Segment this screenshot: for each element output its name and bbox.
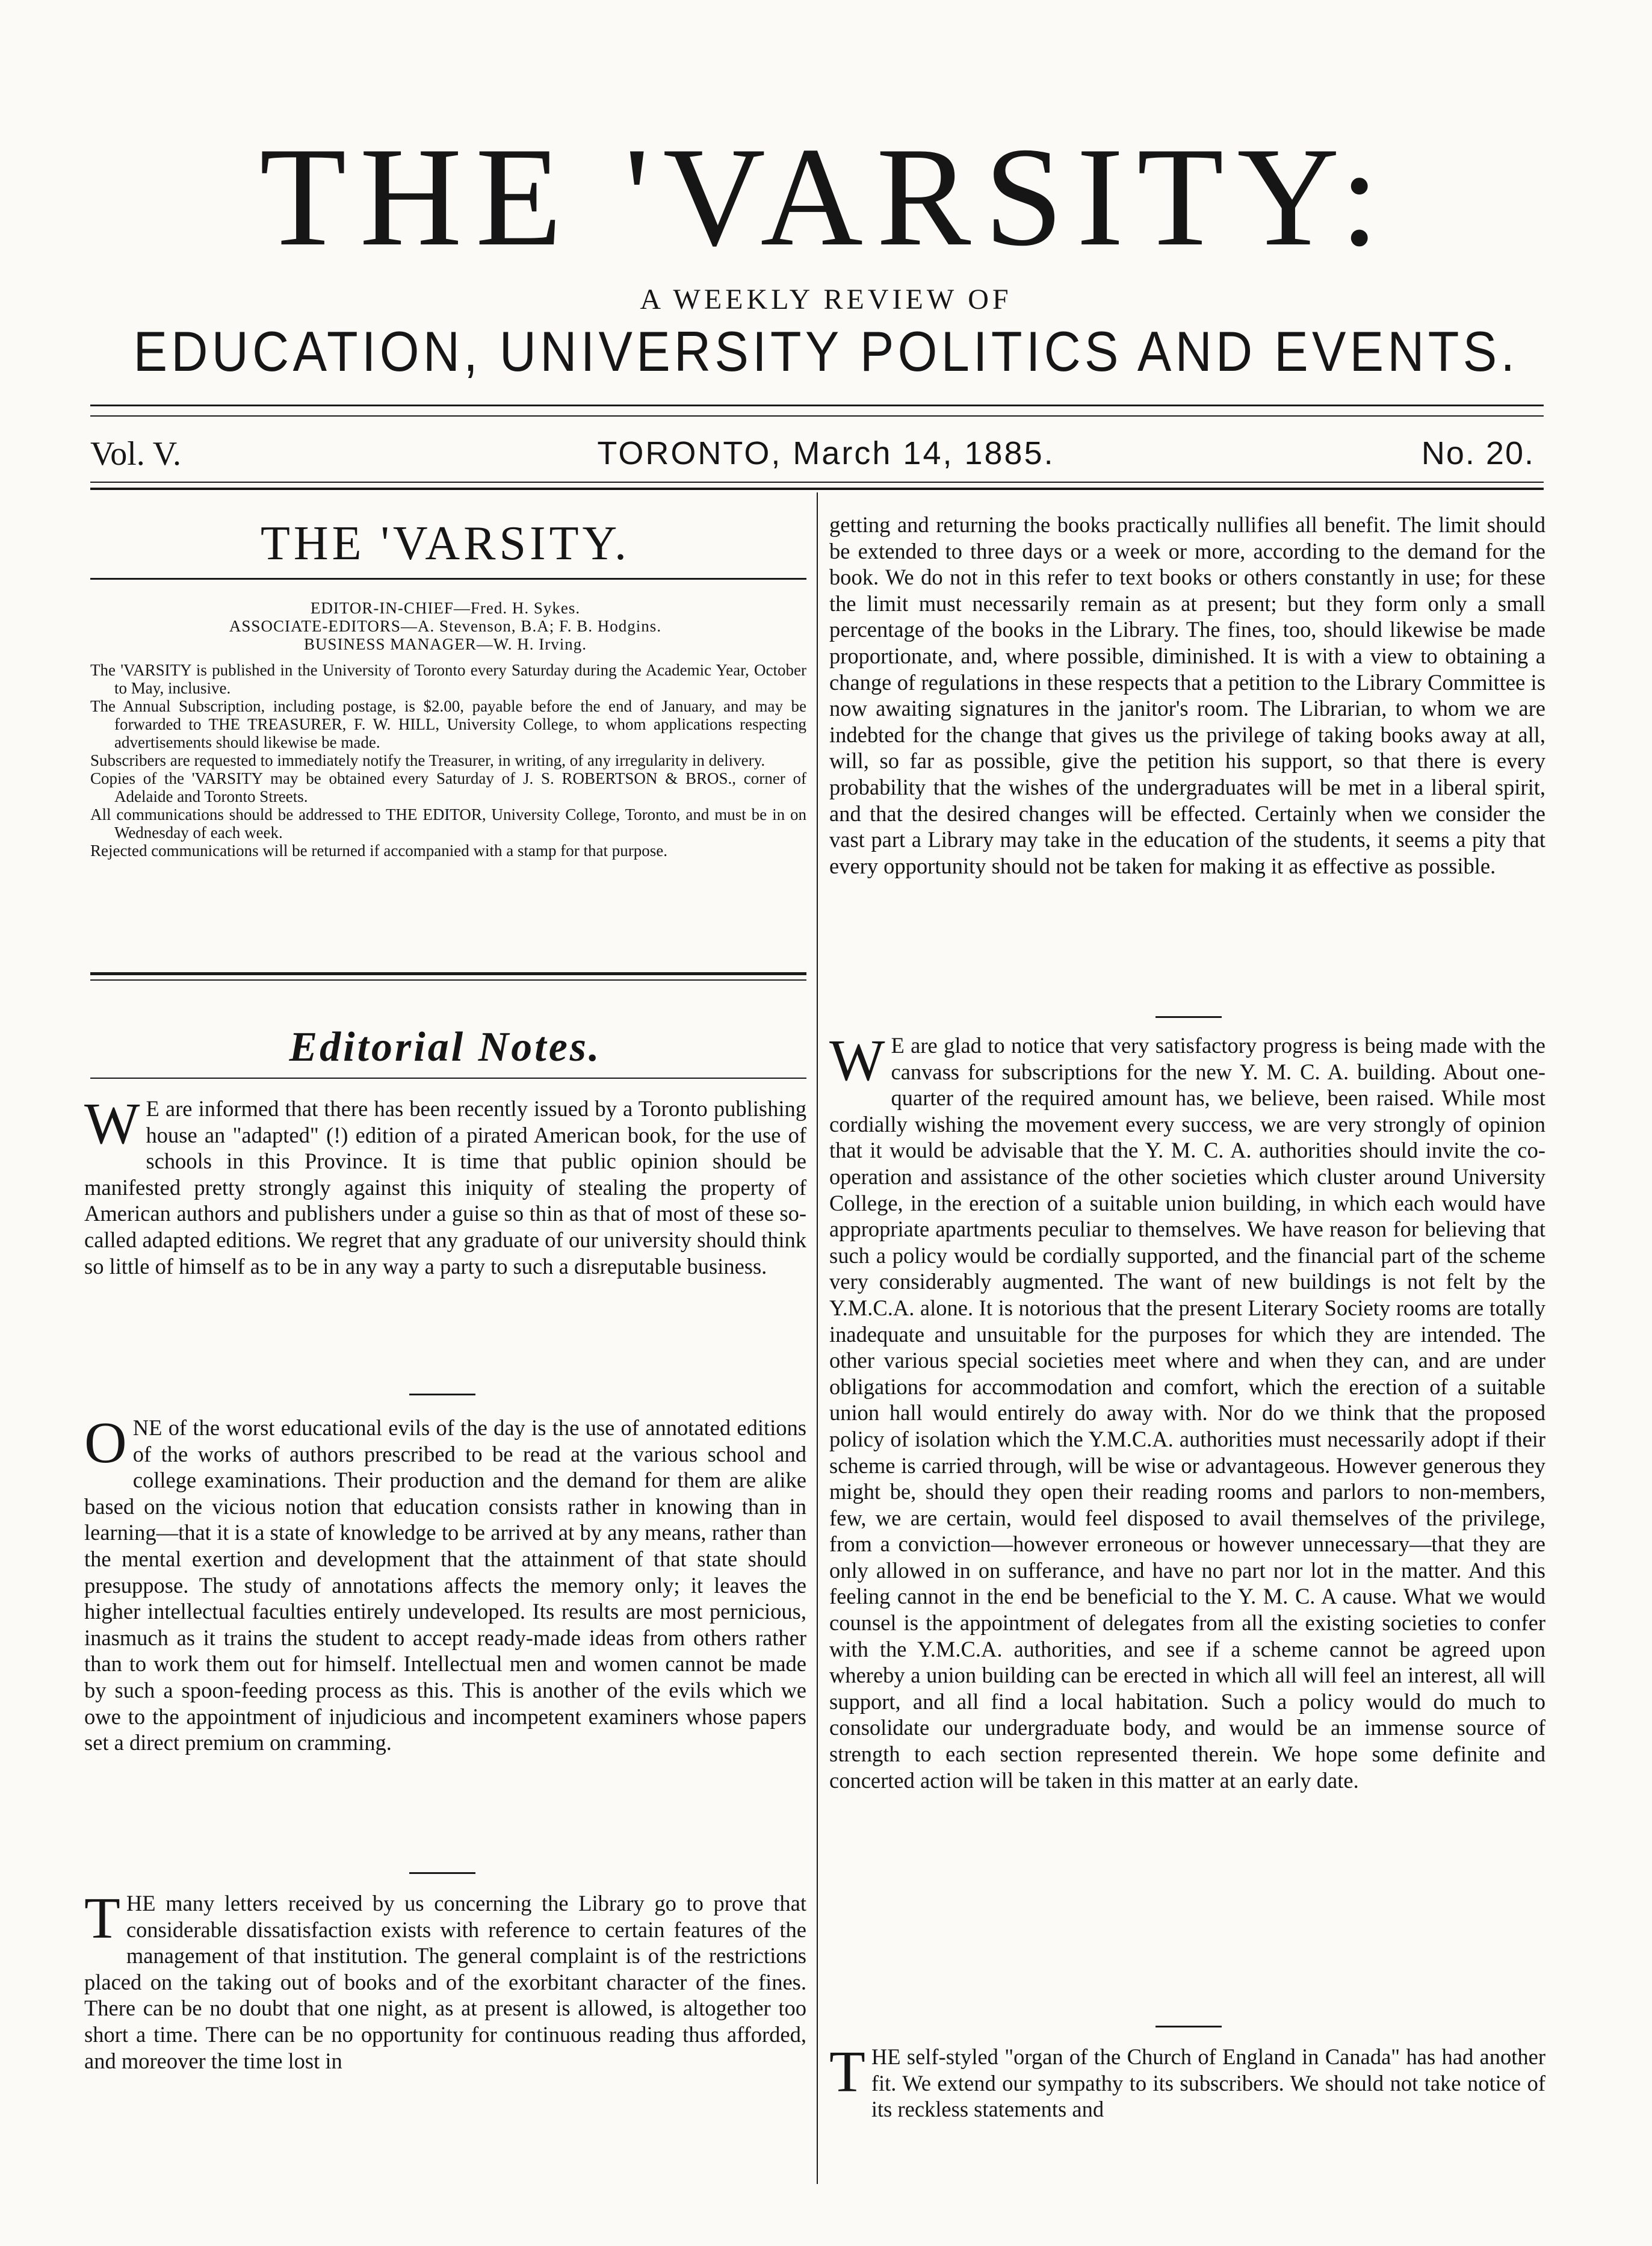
dateline-rule-thin [90, 482, 1544, 483]
section-heading: Editorial Notes. [289, 1024, 602, 1070]
masthead-subtitle-line2: EDUCATION, UNIVERSITY POLITICS AND EVENTS. [133, 320, 1519, 383]
article-library-letters [84, 1886, 806, 2074]
info-box-notices [90, 661, 806, 860]
right-column-article-2 [829, 1028, 1545, 1793]
notice-subscription: The Annual Subscription, including postage, is $2.00, payable before the end of January, and may be forwarded to THE TREASURER, F. W. HILL, University College, to whom applications respecting advertisements should likewise be made. [90, 697, 806, 751]
notice-subscribers: Subscribers are requested to immediately notify the Treasurer, in writing, of any irregularity in delivery. [90, 751, 766, 769]
info-box-rule-top [90, 578, 806, 580]
left-column-article-2 [84, 1410, 806, 1756]
article-ymca-building [829, 1028, 1545, 1793]
article-library-continued: getting and returning the books practically nullifies all benefit. The limit should be extended to three days or a week or more, according to the demand for the book. We do not in this refer to text books or others constantly in use; for these the limit must necessarily remain as at present; but they form only a small percentage of the books in the Library. The fines, too, should likewise be made proportionate, and, where possible, diminished. It is with a view to obtaining a change of regulations in these respects that a petition to the Library Committee is now awaiting signatures in the janitor's room. The Librarian, to whom we are indebted for the change that gives us the privilege of taking books away at all, will, so far as possible, give the petition his support, so that there is every probability that the wishes of the undergraduates will be met in a liberal spirit, and that the desired changes will be effected. Certainly when we consider the vast part a Library may take in the education of the students, it seems a pity that every opportunity should not be taken for making it as effective as possible. [829, 512, 1545, 878]
staff-editor-in-chief: EDITOR-IN-CHIEF—Fred. H. Sykes. [310, 599, 581, 617]
article-text: NE of the worst educational evils of the day is the use of annotated editions of the works of authors prescribed to be read at the various school and college examinations. Their production and the demand for them are alike based on the vicious notion that education consists rather in knowing than in learning—that it is a state of knowledge to be arrived at by any means, rather than the mental exertion and development that the attainment of that state should presuppose. The study of annotations affects the memory only; it leaves the higher intellectual faculties entirely undeveloped. Its results are most pernicious, inasmuch as it trains the student to accept ready-made ideas from others rather than to work them out for himself. Intellectual men and women cannot be made by such a spoon-feeding process as this. This is another of the evils which we owe to the appointment of injudicious and incompetent examiners whose papers set a direct premium on cramming. [84, 1415, 806, 1755]
left-column-article-3 [84, 1886, 806, 2074]
article-church-organ [829, 2040, 1545, 2123]
article-text: E are informed that there has been recently issued by a Toronto publishing house an "adapted" (!) edition of a pirated American book, for the use of schools in this Province. It is time that public opinion should be manifested pretty strongly against this iniquity of stealing the property of American authors and publishers under a guise so thin as that of most of these so-called adapted editions. We regret that any graduate of our university should think so little of himself as to be in any way a party to such a disreputable business. [84, 1096, 806, 1279]
dropcap: W [84, 1091, 140, 1156]
dropcap: T [829, 2040, 865, 2105]
column-divider [817, 492, 818, 2184]
article-separator [1155, 2026, 1222, 2027]
notice-copies: Copies of the 'VARSITY may be obtained every Saturday of J. S. ROBERTSON & BROS., corner of Adelaide and Toronto Streets. [90, 769, 806, 805]
staff-associate-editors: ASSOCIATE-EDITORS—A. Stevenson, B.A; F. B. Hodgins. [229, 617, 662, 635]
volume-label: Vol. V. [90, 435, 181, 473]
masthead-subtitle-line1: A WEEKLY REVIEW OF [640, 284, 1012, 315]
info-box-rule-bottom-thick [90, 972, 806, 975]
article-text: HE many letters received by us concerning the Library go to prove that considerable dissatisfaction exists with reference to certain features of the management of that institution. The general complaint is of the restrictions placed on the taking out of books and of the exorbitant character of the fines. There can be no doubt that one night, as at present is allowed, is altogether too short a time. There can be no opportunity for continuous reading thus afforded, and moreover the time lost in [84, 1891, 806, 2073]
issue-number: No. 20. [1421, 435, 1535, 471]
article-text: E are glad to notice that very satisfactory progress is being made with the canvass for subscriptions for the new Y. M. C. A. building. About one-quarter of the required amount has, we believe, been raised. While most cordially wishing the movement every success, we are very strongly of opinion that it would be advisable that the Y. M. C. A. authorities should invite the co-operation and assistance of the other societies which cluster around University College, in the erection of a suitable union building, in which each would have appropriate apartments peculiar to themselves. We have reason for believing that such a policy would be cordially supported, and the financial part of the scheme very considerably augmented. The want of new buildings is not felt by the Y.M.C.A. alone. It is notorious that the present Literary Society rooms are totally inadequate and unsuitable for the purposes for which they are intended. The other various special societies meet where and when they can, and are under obligations for accommodation and comfort, which the erection of a suitable union hall would entirely do away with. Nor do we think that the proposed policy of isolation which the Y.M.C.A. authorities must necessarily adopt if their scheme is carried through, will be wise or advantageous. However generous they might be, should they open their reading rooms and parlors to non-members, few, we are certain, would feel disposed to avail themselves of the privilege, from a conviction—however erroneous or however unnecessary—that they are only allowed in on sufferance, and have no part nor lot in the matter. And this feeling cannot in the end be beneficial to the Y. M. C. A cause. What we would counsel is the appointment of delegates from all the existing societies to confer with the Y.M.C.A. authorities, and see if a scheme cannot be agreed upon whereby a union building can be erected in which all will feel an interest, all will support, and all find a local habitation. Such a policy would do much to consolidate our undergraduate body, and would be an immense source of strength to each section represented therein. We hope some definite and concerted action will be taken in this matter at an early date. [829, 1033, 1545, 1793]
article-separator [1155, 1016, 1222, 1018]
article-annotated-editions [84, 1410, 806, 1756]
article-separator [409, 1394, 475, 1395]
section-heading-rule [90, 1078, 806, 1079]
dropcap: W [829, 1028, 885, 1093]
right-column-article-3 [829, 2040, 1545, 2123]
notice-publication: The 'VARSITY is published in the University of Toronto every Saturday during the Academic Year, October to May, inclusive. [90, 661, 806, 697]
masthead-rule-top [90, 405, 1544, 406]
dropcap: O [84, 1410, 127, 1475]
article-pirated-book [84, 1091, 806, 1279]
masthead-rule-top-thin [90, 415, 1544, 417]
left-column [84, 1091, 806, 1279]
article-separator [409, 1872, 475, 1874]
right-column [829, 512, 1545, 879]
staff-business-manager: BUSINESS MANAGER—W. H. Irving. [303, 635, 587, 653]
dateline-rule-thick [90, 488, 1544, 490]
notice-communications: All communications should be addressed to THE EDITOR, University College, Toronto, and must be in on Wednesday of each week. [90, 805, 806, 842]
info-box-title: THE 'VARSITY. [261, 517, 630, 570]
notice-rejected: Rejected communications will be returned if accompanied with a stamp for that purpose. [90, 842, 667, 860]
article-text: HE self-styled "organ of the Church of England in Canada" has had another fit. We extend our sympathy to its subscribers. We should not take notice of its reckless statements and [871, 2044, 1545, 2122]
place-date: TORONTO, March 14, 1885. [597, 435, 1055, 471]
dropcap: T [84, 1886, 120, 1951]
info-box-rule-bottom-thin [90, 979, 806, 981]
masthead-title: THE 'VARSITY: [259, 119, 1393, 276]
